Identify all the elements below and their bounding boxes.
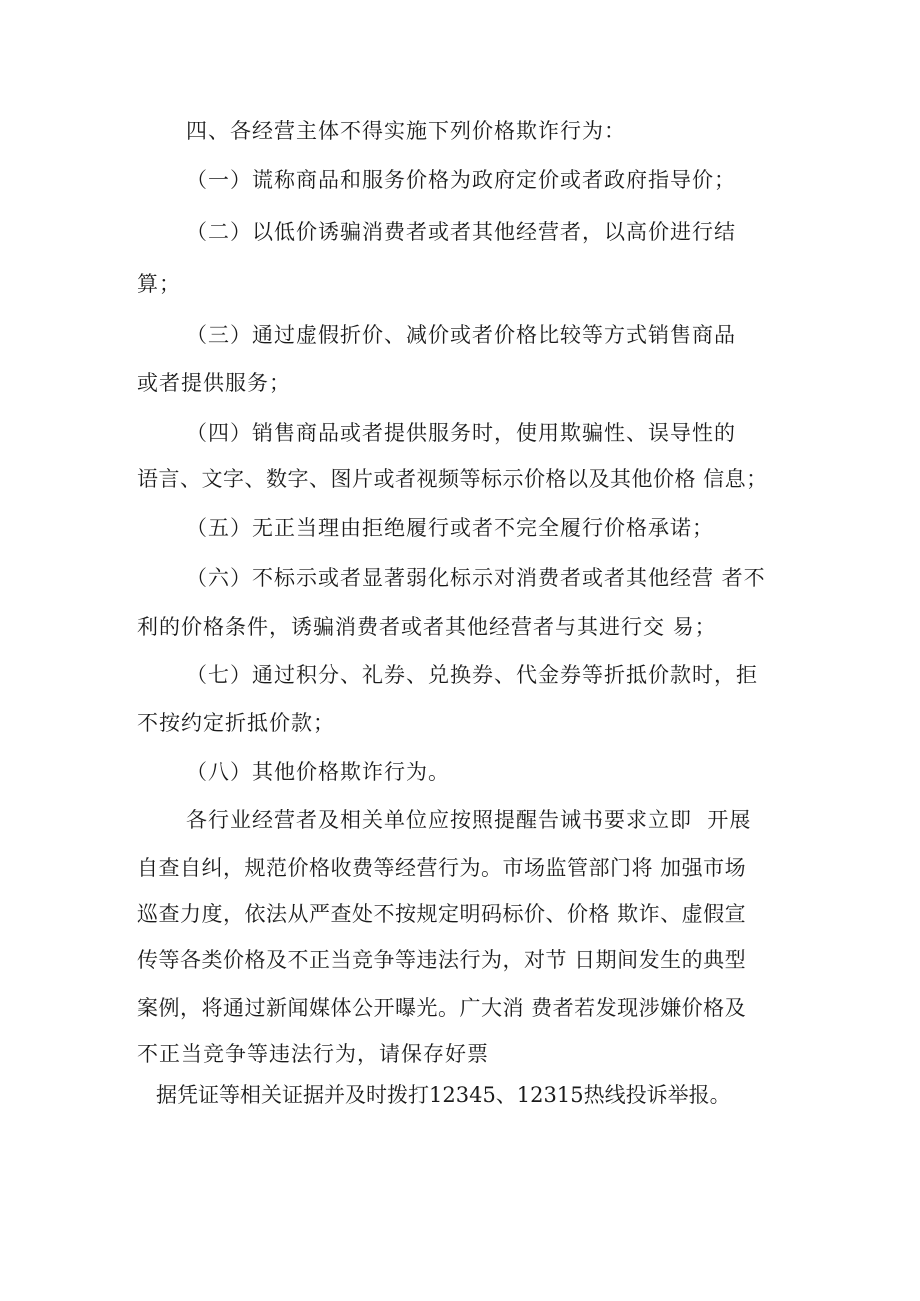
closing-line-3: 巡查力度，依法从严查处不按规定明码标价、价格 欺诈、虚假宣 xyxy=(137,902,747,926)
section-heading: 四、各经营主体不得实施下列价格欺诈行为： xyxy=(186,119,626,143)
item-2-line-1: （二）以低价诱骗消费者或者其他经营者，以高价进行结 xyxy=(186,220,736,244)
closing-line-2: 自查自纠，规范价格收费等经营行为。市场监管部门将 加强市场 xyxy=(137,856,747,880)
closing-line-1: 各行业经营者及相关单位应按照提醒告诫书要求立即 开展 xyxy=(186,808,752,832)
item-3-line-1: （三）通过虚假折价、减价或者价格比较等方式销售商品 xyxy=(186,323,736,347)
closing-line-5: 案例，将通过新闻媒体公开曝光。广大消 费者若发现涉嫌价格及 xyxy=(137,996,747,1020)
item-2-line-2: 算； xyxy=(137,272,181,296)
item-1-line-1: （一）谎称商品和服务价格为政府定价或者政府指导价； xyxy=(186,168,736,192)
closing-line-4: 传等各类价格及不正当竞争等违法行为，对节 日期间发生的典型 xyxy=(137,948,747,972)
item-6-line-1: （六）不标示或者显著弱化标示对消费者或者其他经营 者不 xyxy=(186,566,766,590)
closing-line-6: 不正当竞争等违法行为，请保存好票 xyxy=(137,1042,489,1066)
closing-line-7: 据凭证等相关证据并及时拨打12345、12315热线投诉举报。 xyxy=(156,1083,731,1107)
item-7-line-1: （七）通过积分、礼券、兑换券、代金券等折抵价款时，拒 xyxy=(186,663,758,687)
item-7-line-2: 不按约定折抵价款； xyxy=(137,711,335,735)
item-4-line-1: （四）销售商品或者提供服务时，使用欺骗性、误导性的 xyxy=(186,421,736,445)
item-3-line-2: 或者提供服务； xyxy=(137,371,291,395)
item-4-line-2: 语言、文字、数字、图片或者视频等标示价格以及其他价格 信息； xyxy=(137,467,768,491)
item-8-line-1: （八）其他价格欺诈行为。 xyxy=(186,760,450,784)
item-6-line-2: 利的价格条件，诱骗消费者或者其他经营者与其进行交 易； xyxy=(137,615,717,639)
item-5-line-1: （五）无正当理由拒绝履行或者不完全履行价格承诺； xyxy=(186,516,714,540)
